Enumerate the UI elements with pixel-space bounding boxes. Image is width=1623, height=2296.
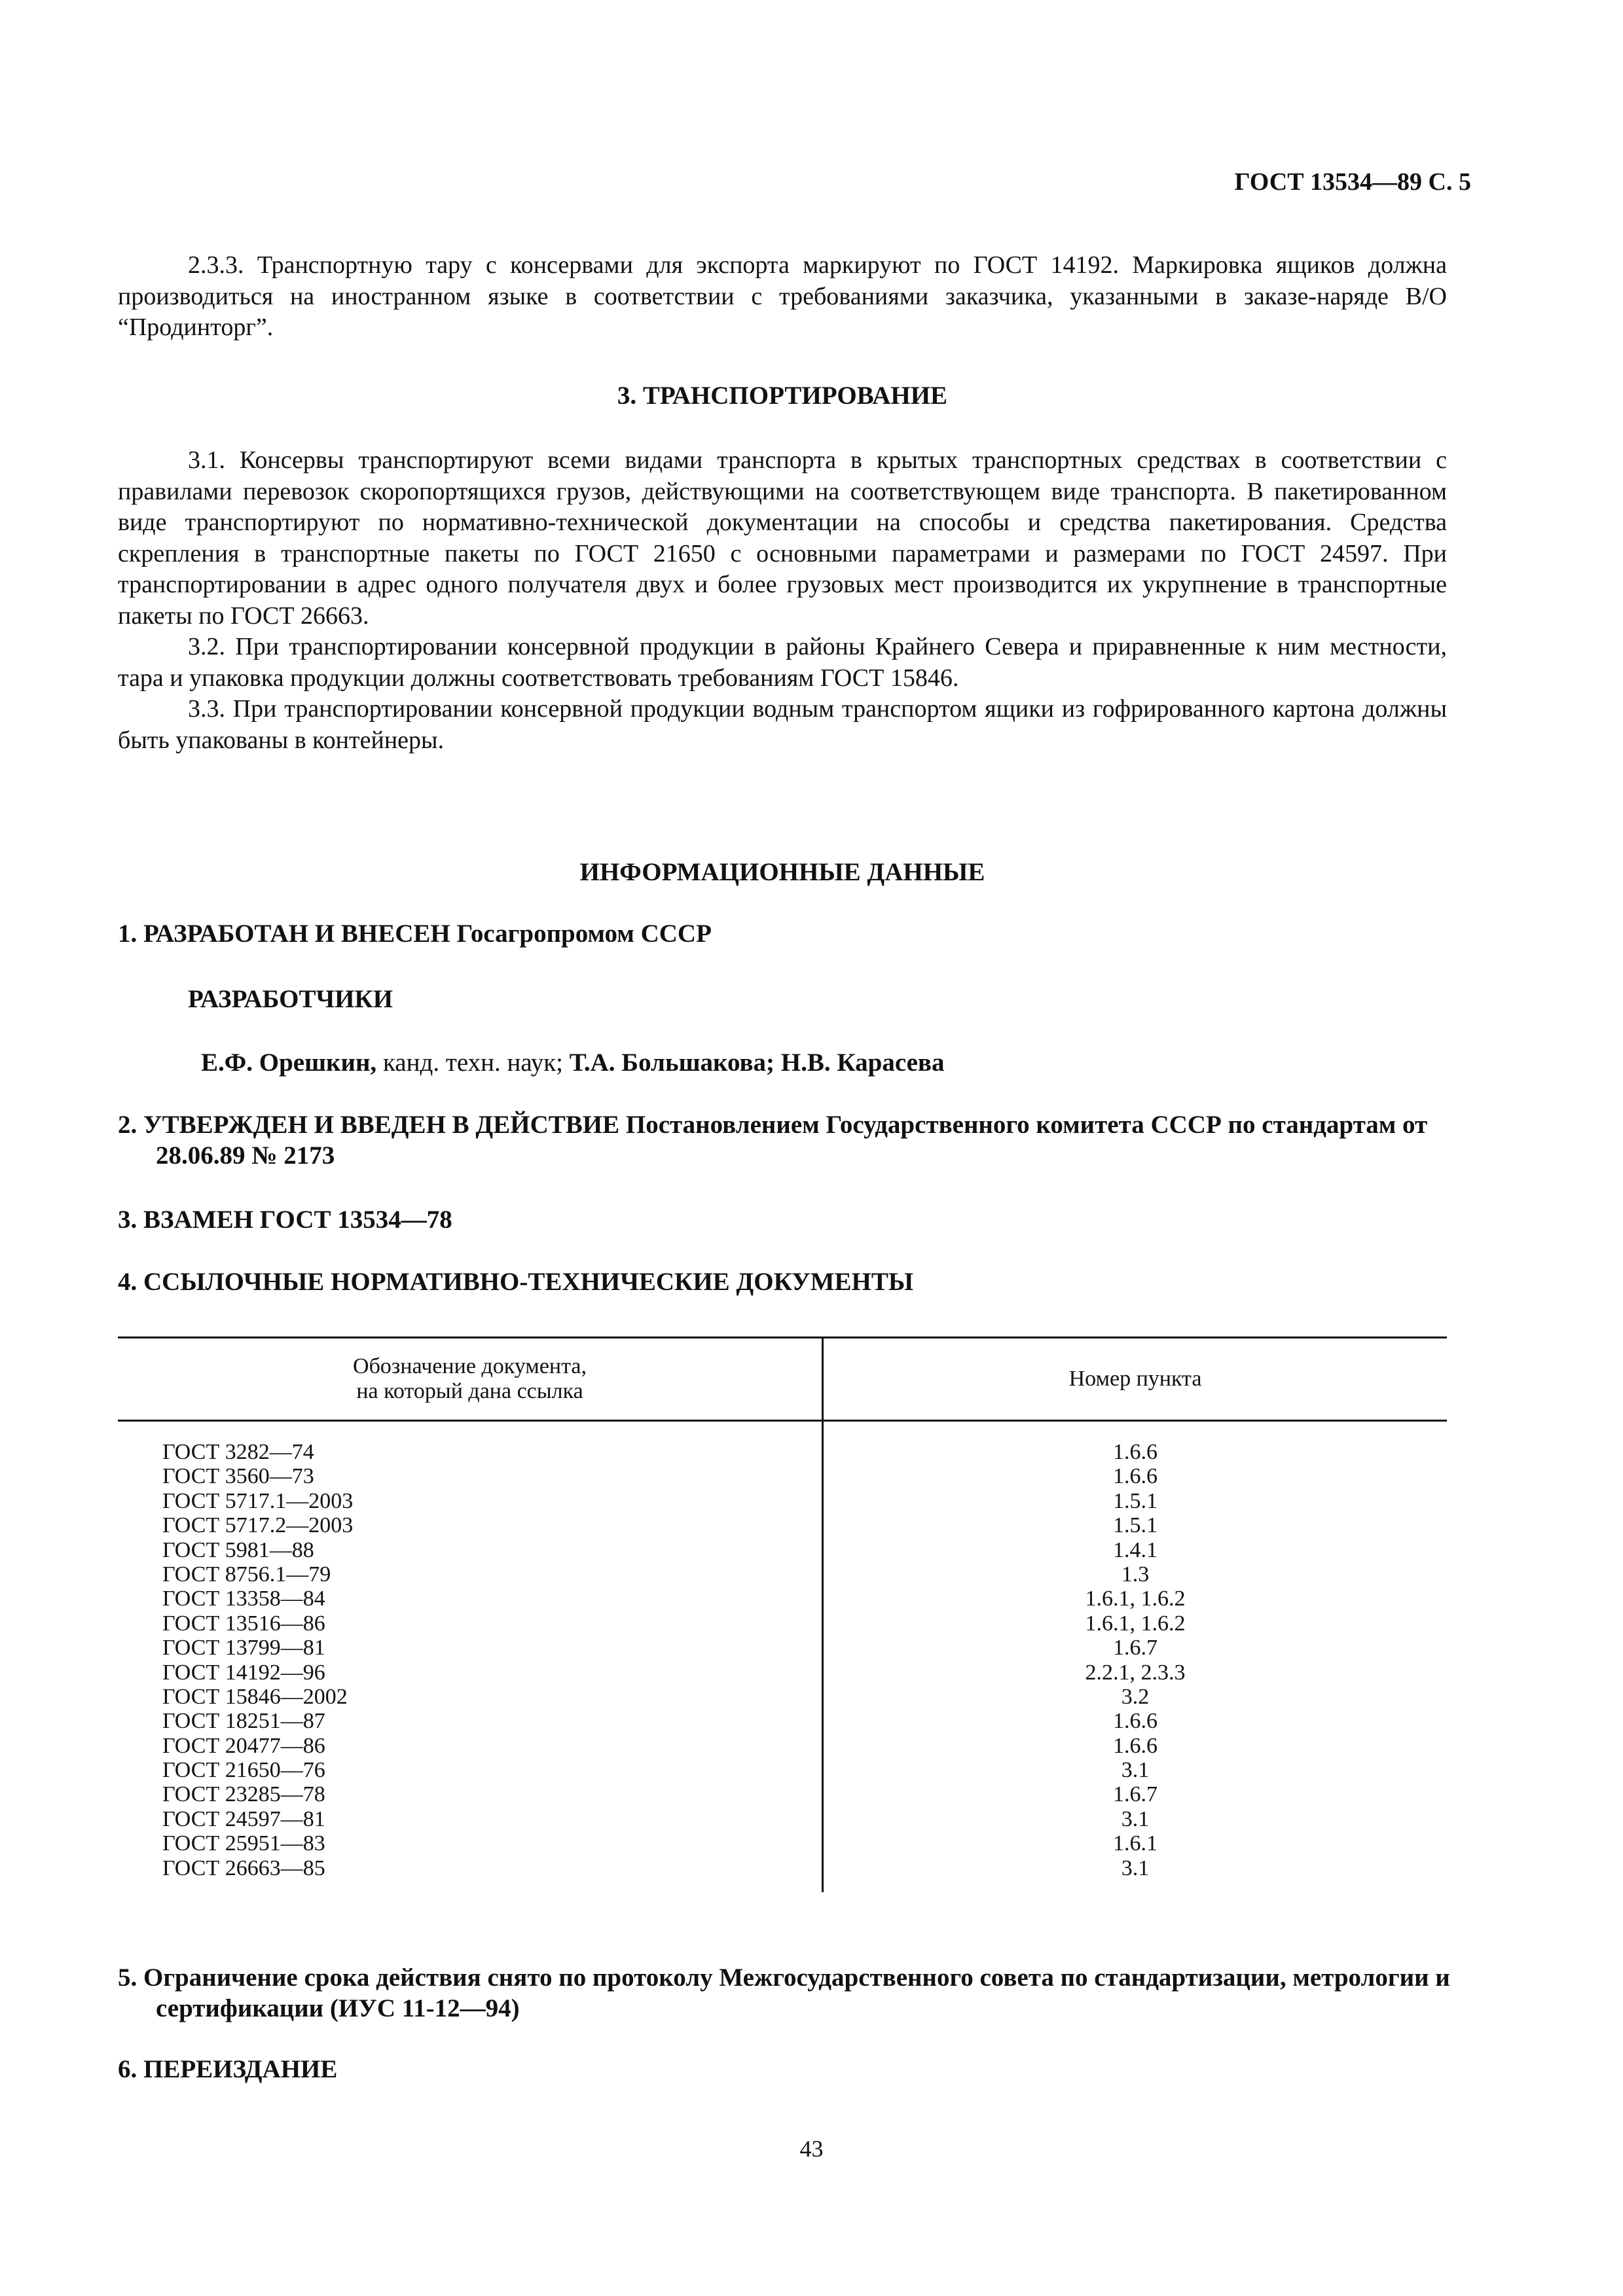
table-cell-document: ГОСТ 18251—87	[162, 1709, 325, 1734]
table-cell-item: 1.4.1	[1113, 1537, 1158, 1562]
table-cell-document: ГОСТ 25951—83	[162, 1831, 325, 1856]
table-cell-item: 1.6.6	[1113, 1464, 1158, 1489]
table-cell-document: ГОСТ 23285—78	[162, 1782, 325, 1807]
item-column	[823, 1421, 1448, 1893]
table-cell-item: 1.5.1	[1113, 1488, 1158, 1513]
table-cell-item: 1.6.1, 1.6.2	[1085, 1611, 1186, 1636]
table-cell-item: 1.6.1, 1.6.2	[1085, 1587, 1186, 1611]
table-cell-item: 1.6.1	[1113, 1831, 1158, 1856]
table-cell-document: ГОСТ 8756.1—79	[162, 1562, 331, 1587]
table-cell-document: ГОСТ 13799—81	[162, 1636, 325, 1660]
table-cell-document: ГОСТ 13516—86	[162, 1611, 325, 1636]
table-cell-item: 1.6.7	[1113, 1636, 1158, 1660]
info-heading: ИНФОРМАЦИОННЫЕ ДАННЫЕ	[579, 858, 985, 886]
info-item-3: 3. ВЗАМЕН ГОСТ 13534—78	[118, 1206, 452, 1234]
table-cell-item: 3.1	[1121, 1758, 1150, 1783]
developers-list	[201, 1047, 1445, 1078]
table-cell-document: ГОСТ 20477—86	[162, 1733, 325, 1758]
paragraph-3-1: 3.1. Консервы транспортируют всеми видами транспорта в крытых транспортных средствах в соответствии с правилами перевозок скоропортящихся грузов, действующими на соответствующем виде транспорта. В пакетированном виде транспортируют по нормативно-технической документации на способы и средства пакетирования. Средства скрепления в транспортные пакеты по ГОСТ 21650 с основными параметрами и размерами по ГОСТ 24597. При транспортировании в адрес одного получателя двух и более грузовых мест производится их укрупнение в транспортные пакеты по ГОСТ 26663.	[118, 446, 1447, 630]
table-cell-item: 1.6.6	[1113, 1733, 1158, 1758]
section-3-heading: 3. ТРАНСПОРТИРОВАНИЕ	[617, 382, 948, 410]
info-item-1: 1. РАЗРАБОТАН И ВНЕСЕН Госагропромом СССР	[118, 920, 712, 948]
table-cell-document: ГОСТ 15846—2002	[162, 1684, 348, 1709]
col-document-header	[118, 1338, 823, 1421]
info-item-4: 4. ССЫЛОЧНЫЕ НОРМАТИВНО-ТЕХНИЧЕСКИЕ ДОКУМЕНТЫ	[118, 1268, 914, 1296]
table-cell-item: 3.1	[1121, 1806, 1150, 1831]
table-cell-item: 3.1	[1121, 1856, 1150, 1880]
col-item-header: Номер пункта	[823, 1338, 1448, 1421]
table-cell-document: ГОСТ 26663—85	[162, 1856, 325, 1880]
info-item-6: 6. ПЕРЕИЗДАНИЕ	[118, 2055, 338, 2083]
table-body-row	[118, 1421, 1447, 1893]
section-3-body	[118, 445, 1447, 756]
table-cell-document: ГОСТ 14192—96	[162, 1660, 325, 1685]
developers-heading: РАЗРАБОТЧИКИ	[188, 985, 393, 1013]
paragraph-3-2: 3.2. При транспортировании консервной продукции в районы Крайнего Севера и приравненные к ним местности, тара и упаковка продукции должны соответствовать требованиям ГОСТ 15846.	[118, 633, 1447, 692]
table-cell-document: ГОСТ 5717.1—2003	[162, 1488, 354, 1513]
table-cell-item: 1.6.6	[1113, 1709, 1158, 1734]
table-cell-item: 1.5.1	[1113, 1513, 1158, 1538]
page-header: ГОСТ 13534—89 С. 5	[1234, 168, 1471, 196]
table-cell-document: ГОСТ 13358—84	[162, 1587, 325, 1611]
info-item-2: 2. УТВЕРЖДЕН И ВВЕДЕН В ДЕЙСТВИЕ Постановлением Государственного комитета СССР по стандартам от 28.06.89 № 2173	[118, 1111, 1428, 1170]
table-cell-item: 1.6.7	[1113, 1782, 1158, 1807]
developers-others: Т.А. Большакова; Н.В. Карасева	[563, 1049, 945, 1077]
table-cell-item: 1.3	[1121, 1562, 1150, 1587]
table-cell-document: ГОСТ 5717.2—2003	[162, 1513, 354, 1538]
developer-1-degree: канд. техн. наук;	[376, 1049, 564, 1077]
table-cell-item: 2.2.1, 2.3.3	[1085, 1660, 1186, 1685]
col-document-header-line1: Обозначение документа,	[353, 1354, 587, 1378]
page-number: 43	[799, 2136, 824, 2162]
table-cell-item: 1.6.6	[1113, 1440, 1158, 1464]
section-2-3-3	[118, 250, 1447, 344]
table-cell-item: 3.2	[1121, 1684, 1150, 1709]
col-document-header-line2: на который дана ссылка	[356, 1379, 583, 1403]
developer-1-name: Е.Ф. Орешкин,	[201, 1049, 377, 1077]
references-table	[118, 1336, 1447, 1892]
table-cell-document: ГОСТ 5981—88	[162, 1537, 314, 1562]
paragraph-2-3-3: 2.3.3. Транспортную тару с консервами для экспорта маркируют по ГОСТ 14192. Маркировка ящиков должна производиться на иностранном языке в соответствии с требованиями заказчика, указанными в заказе-наряде В/О “Продинторг”.	[118, 251, 1447, 341]
paragraph-3-3: 3.3. При транспортировании консервной продукции водным транспортом ящики из гофрированного картона должны быть упакованы в контейнеры.	[118, 695, 1447, 754]
info-item-5: 5. Ограничение срока действия снято по протоколу Межгосударственного совета по стандартизации, метрологии и сертификации (ИУС 11-12—94)	[118, 1964, 1450, 2022]
document-column	[118, 1421, 823, 1893]
table-cell-document: ГОСТ 24597—81	[162, 1806, 325, 1831]
table-cell-document: ГОСТ 21650—76	[162, 1758, 325, 1783]
table-cell-document: ГОСТ 3560—73	[162, 1464, 314, 1489]
table-cell-document: ГОСТ 3282—74	[162, 1440, 314, 1464]
table-header-row	[118, 1338, 1447, 1421]
